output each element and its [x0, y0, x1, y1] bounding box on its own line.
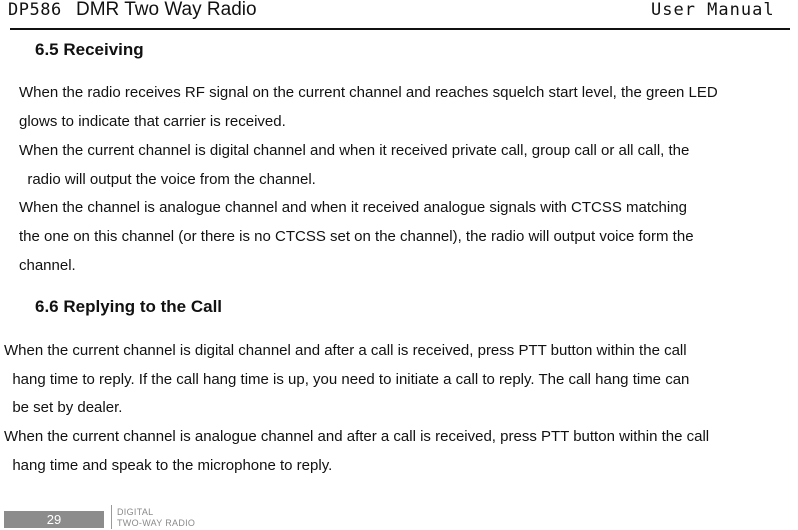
- paragraph-line: be set by dealer.: [4, 399, 123, 416]
- logo-divider: [111, 505, 112, 529]
- paragraph-line: hang time and speak to the microphone to reply.: [4, 457, 333, 474]
- paragraph-line: the one on this channel (or there is no CTCSS set on the channel), the radio will output voice form the: [19, 228, 694, 245]
- section-heading-receiving: 6.5 Receiving: [35, 40, 144, 59]
- paragraph-line: glows to indicate that carrier is received.: [19, 113, 286, 130]
- paragraph-line: When the current channel is digital channel and when it received private call, group call or all call, the: [19, 142, 690, 159]
- paragraph-line: hang time to reply. If the call hang time is up, you need to initiate a call to reply. The call hang time can: [4, 371, 690, 388]
- page-header: [0, 0, 798, 30]
- logo-text-line1: DIGITAL: [117, 507, 154, 517]
- document-title: DMR Two Way Radio: [76, 0, 257, 20]
- document-type: User Manual: [651, 0, 775, 20]
- header-divider: [10, 28, 790, 30]
- paragraph-line: radio will output the voice from the channel.: [19, 171, 316, 188]
- paragraph-line: When the radio receives RF signal on the current channel and reaches squelch start level, the green LED: [19, 84, 718, 101]
- paragraph-line: When the channel is analogue channel and when it received analogue signals with CTCSS matching: [19, 199, 687, 216]
- paragraph-line: When the current channel is analogue channel and after a call is received, press PTT button within the call: [4, 428, 710, 445]
- document-code: DP586: [8, 0, 62, 20]
- section-heading-replying: 6.6 Replying to the Call: [35, 297, 223, 316]
- logo-text-line2: TWO-WAY RADIO: [117, 518, 196, 528]
- paragraph-line: When the current channel is digital channel and after a call is received, press PTT button within the call: [4, 342, 687, 359]
- paragraph-line: channel.: [19, 257, 76, 274]
- page-number: 29: [4, 511, 104, 528]
